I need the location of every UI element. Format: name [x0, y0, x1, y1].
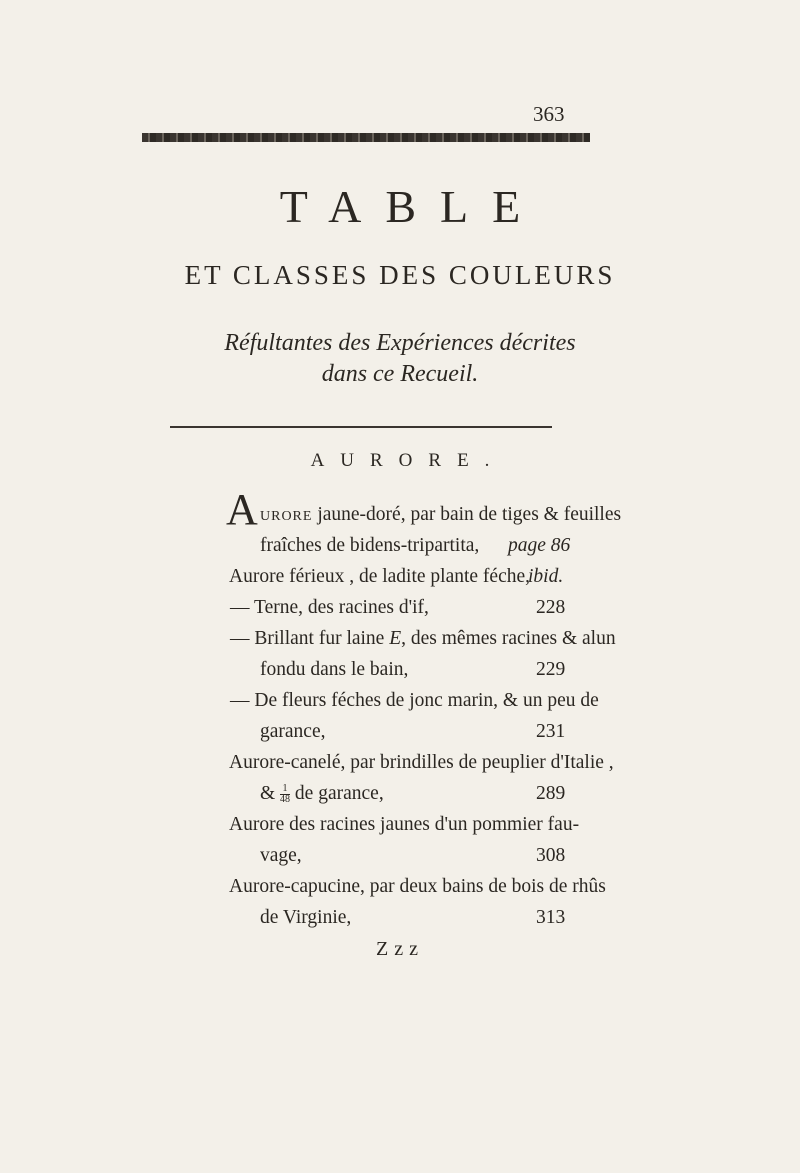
header-ornament — [142, 133, 590, 142]
fraction-numerator: 1 — [280, 784, 290, 795]
entry-7-page: 308 — [536, 845, 566, 866]
entry-4-line-1 — [230, 628, 616, 650]
entry-8-line-2: de Virginie, — [260, 907, 352, 928]
entry-5-line-2: garance, — [260, 721, 326, 742]
entry-4-page: 229 — [536, 659, 566, 680]
drop-cap: A — [226, 485, 258, 534]
entry-1-smallcaps: URORE — [260, 509, 313, 524]
entry-4-dash: — — [230, 628, 250, 649]
entry-5-page: 231 — [536, 721, 566, 742]
entry-6-page: 289 — [536, 783, 566, 804]
fraction — [280, 784, 290, 805]
entry-1-page — [508, 535, 570, 557]
entry-6-text-b: de garance, — [294, 783, 384, 804]
entry-2-line-1: Aurore férieux , de ladite plante féche, — [229, 566, 531, 587]
entry-7-line-1: Aurore des racines jaunes d'un pommier fau- — [229, 814, 580, 835]
entry-4-text-b: , des mêmes racines & alun — [401, 628, 616, 649]
entry-6-line-1: Aurore-canelé, par brindilles de peuplier d'Italie , — [229, 752, 614, 773]
entry-5-line-1 — [230, 690, 599, 712]
entry-2-page: ibid. — [528, 566, 564, 587]
entry-6-line-2 — [260, 783, 384, 805]
entry-3-text: Terne, des racines d'if, — [254, 597, 429, 618]
divider-rule — [170, 426, 552, 428]
entry-8-page: 313 — [536, 907, 566, 928]
entry-5-text: De fleurs féches de jonc marin, & un peu de — [254, 690, 599, 711]
page-title: TABLE — [279, 181, 545, 232]
entry-6-ampersand: & — [260, 783, 276, 804]
entry-4-line-2: fondu dans le bain, — [260, 659, 409, 680]
entry-3-page: 228 — [536, 597, 566, 618]
signature-mark: Zzz — [376, 938, 424, 960]
fraction-denominator: 48 — [280, 794, 291, 806]
section-heading: AURORE. — [310, 450, 506, 471]
page-number: 363 — [533, 102, 565, 126]
entry-3-dash: — — [230, 597, 250, 618]
italic-subtitle-line-1: Réfultantes des Expériences décrites — [224, 330, 576, 356]
entry-4-letter: E — [389, 628, 402, 649]
entry-4-text: Brillant fur laine — [254, 628, 385, 649]
entry-1-line-1 — [260, 504, 621, 526]
entry-5-dash: — — [230, 690, 250, 711]
entry-7-line-2: vage, — [260, 845, 302, 866]
entry-1-text: jaune-doré, par bain de tiges & feuilles — [317, 504, 622, 525]
entry-3-line-1 — [230, 597, 429, 619]
italic-subtitle-line-2: dans ce Recueil. — [321, 361, 479, 387]
entry-8-line-1: Aurore-capucine, par deux bains de bois de rhûs — [229, 876, 606, 897]
entry-1-line-2: fraîches de bidens-tripartita, — [260, 535, 480, 556]
page-subtitle: ET CLASSES DES COULEURS — [184, 260, 616, 290]
entry-1-page-number: 86 — [550, 535, 571, 556]
entry-1-page-label: page — [508, 535, 546, 556]
